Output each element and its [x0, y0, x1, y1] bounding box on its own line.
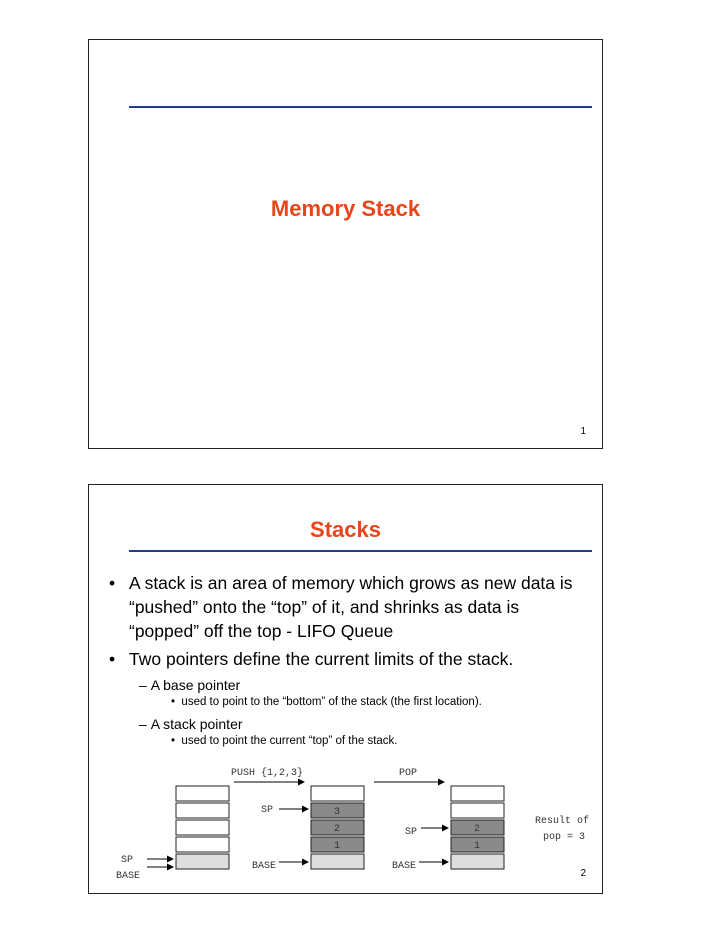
- stack-value: 1: [333, 841, 341, 852]
- push-label: PUSH {1,2,3}: [231, 768, 304, 779]
- bullet-glyph: •: [171, 735, 176, 747]
- stack-base-cell: [176, 854, 229, 869]
- base-label: BASE: [116, 871, 141, 882]
- sub-item-text: A stack pointer: [150, 716, 243, 732]
- slide-title: Stacks: [310, 517, 381, 542]
- stack-base-cell: [311, 854, 364, 869]
- stack-cell: [176, 786, 229, 801]
- stack-cell: [311, 786, 364, 801]
- stack-cell: [176, 837, 229, 852]
- result-line-2: pop = 3: [542, 832, 585, 843]
- bullet-glyph: •: [109, 649, 116, 669]
- bullet-text: Two pointers define the current limits of the stack.: [129, 649, 514, 669]
- stack-cell: [451, 786, 504, 801]
- sub-sub-item-text: used to point to the “bottom” of the stack (the first location).: [181, 696, 482, 708]
- sub-item-text: A base pointer: [150, 677, 241, 693]
- stack-cell: [451, 803, 504, 818]
- dash-glyph: –: [139, 677, 147, 693]
- stack-cell: [176, 820, 229, 835]
- sub-item: [139, 716, 243, 732]
- slide-title: Memory Stack: [270, 196, 421, 221]
- stack-value: 3: [333, 807, 341, 818]
- stack-base-cell: [451, 854, 504, 869]
- sp-label: SP: [261, 805, 274, 816]
- slide-2: [88, 484, 603, 894]
- stack-initial: [176, 786, 229, 869]
- stack-after-pop: [451, 786, 504, 869]
- page-number: 2: [580, 868, 586, 879]
- stack-value: 2: [473, 824, 481, 835]
- sp-label: SP: [121, 855, 134, 866]
- title-rule: [129, 106, 592, 108]
- slide-1: [88, 39, 603, 449]
- stack-after-push: [311, 786, 364, 869]
- page-number: 1: [580, 426, 586, 437]
- stack-cell: [176, 803, 229, 818]
- bullet-glyph: •: [171, 696, 176, 708]
- bullet-item: [109, 571, 579, 643]
- dash-glyph: –: [139, 716, 147, 732]
- bullet-text: A stack is an area of memory which grows as new data is “pushed” onto the “top” of it, and shrinks as data is “popped” off the top - LIFO Queue: [129, 573, 573, 641]
- stack-value: 2: [333, 824, 341, 835]
- stack-value: 1: [473, 841, 481, 852]
- sub-item: [139, 677, 240, 693]
- sub-sub-item: [171, 696, 482, 708]
- result-line-1: Result of: [534, 816, 589, 827]
- bullet-item: [109, 647, 579, 671]
- sp-label: SP: [405, 827, 418, 838]
- sub-sub-item: [171, 735, 398, 747]
- sub-sub-item-text: used to point the current “top” of the stack.: [181, 735, 398, 747]
- pop-label: POP: [399, 768, 418, 779]
- base-label: BASE: [392, 861, 417, 872]
- bullet-glyph: •: [109, 573, 116, 593]
- stack-diagram: [89, 755, 604, 895]
- title-rule: [129, 550, 592, 552]
- base-label: BASE: [252, 861, 277, 872]
